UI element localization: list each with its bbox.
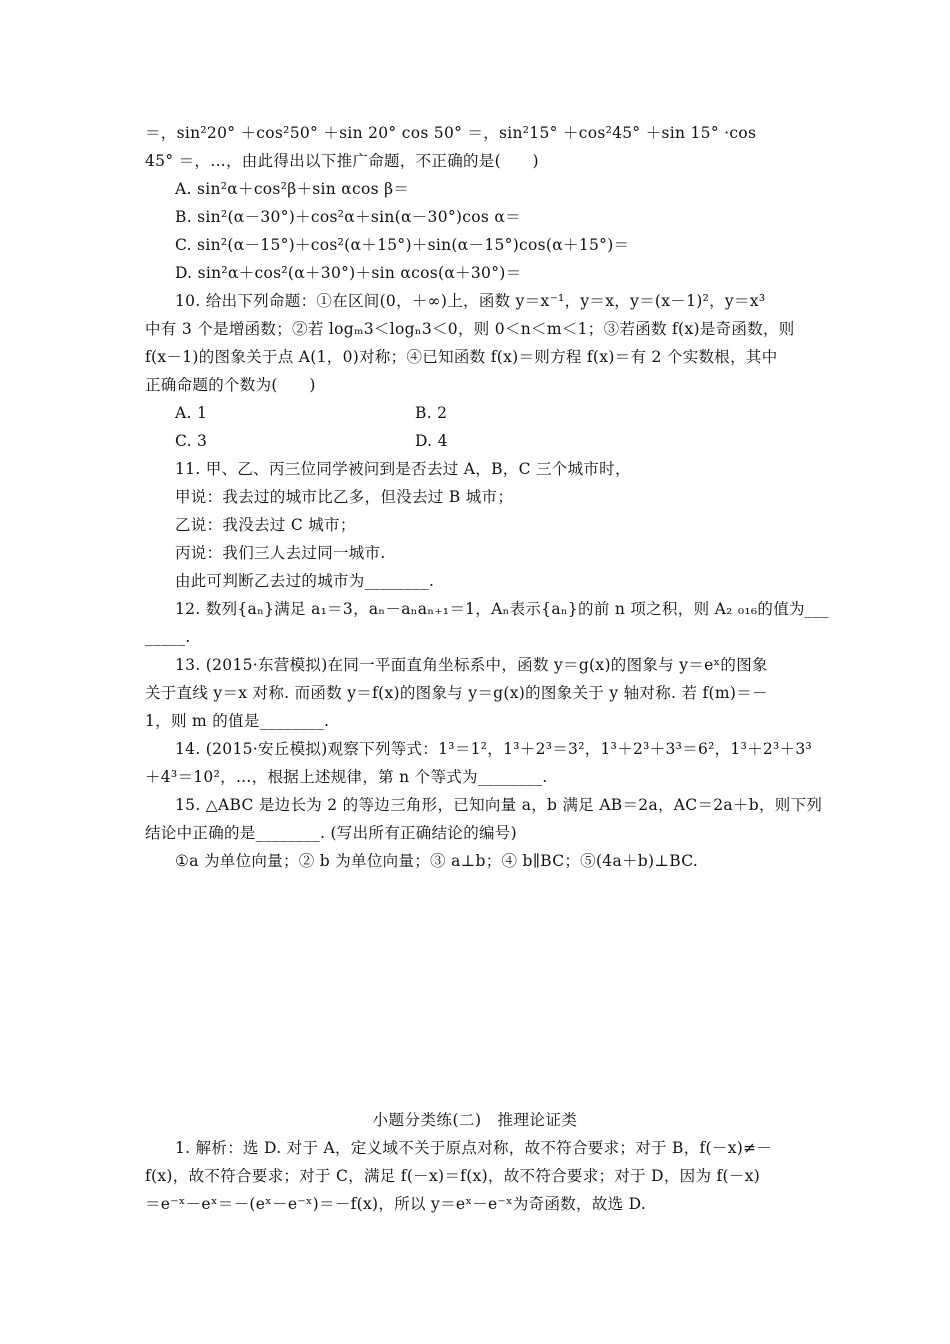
option-q9-c: C. sin²(α－15°)＋cos²(α＋15°)＋sin(α－15°)cos(α＋15°)＝	[175, 236, 630, 254]
option-q10-a: A. 1	[175, 404, 208, 422]
question-14-line-2: ＋4³＝10²，…，根据上述规律，第 n 个等式为________.	[145, 768, 548, 786]
question-11-line-1: 11. 甲、乙、丙三位同学被问到是否去过 A，B，C 三个城市时，	[175, 460, 631, 478]
option-q10-b: B. 2	[415, 404, 448, 422]
text-line-q9-cont-2: 45° ＝，…，由此得出以下推广命题，不正确的是( )	[145, 152, 539, 170]
question-10-line-2: 中有 3 个是增函数；②若 logₘ3＜logₙ3＜0，则 0＜n＜m＜1；③若函数 f(x)是奇函数，则	[145, 320, 795, 338]
option-q10-d: D. 4	[415, 432, 448, 450]
text-line-q9-cont-1: ＝，sin²20° ＋cos²50° ＋sin 20° cos 50° ＝，sin²15° ＋cos²45° ＋sin 15° ·cos	[145, 124, 757, 142]
question-12-line-1: 12. 数列{aₙ}满足 a₁＝3，aₙ－aₙaₙ₊₁＝1，Aₙ表示{aₙ}的前 n 项之积，则 A₂ ₀₁₆的值为___	[175, 600, 829, 618]
question-15-line-2: 结论中正确的是________. (写出所有正确结论的编号)	[145, 824, 517, 842]
option-q10-c: C. 3	[175, 432, 208, 450]
question-11-line-5: 由此可判断乙去过的城市为________.	[175, 572, 435, 590]
option-q9-a: A. sin²α＋cos²β＋sin αcos β＝	[175, 180, 410, 198]
question-14-line-1: 14. (2015·安丘模拟)观察下列等式：1³＝1²，1³＋2³＝3²，1³＋2³＋3³＝6²，1³＋2³＋3³	[175, 740, 813, 758]
question-15-line-1: 15. △ABC 是边长为 2 的等边三角形，已知向量 a，b 满足 AB＝2a，AC＝2a＋b，则下列	[175, 796, 823, 814]
answer-1-line-1: 1. 解析：选 D. 对于 A，定义域不关于原点对称，故不符合要求；对于 B，f(－x)≠－	[175, 1139, 773, 1157]
question-12-line-2: _____.	[145, 628, 191, 646]
question-11-line-2: 甲说：我去过的城市比乙多，但没去过 B 城市；	[175, 488, 514, 506]
question-10-line-1: 10. 给出下列命题：①在区间(0，＋∞)上，函数 y＝x⁻¹，y＝x，y＝(x－1)²，y＝x³	[175, 292, 766, 310]
question-10-line-3: f(x－1)的图象关于点 A(1，0)对称；④已知函数 f(x)＝则方程 f(x)＝有 2 个实数根，其中	[145, 348, 778, 366]
option-q9-b: B. sin²(α－30°)＋cos²α＋sin(α－30°)cos α＝	[175, 208, 521, 226]
option-row-10-ab	[175, 403, 840, 425]
question-10-line-4: 正确命题的个数为( )	[145, 376, 316, 394]
question-15-line-3: ①a 为单位向量；② b 为单位向量；③ a⊥b；④ b∥BC；⑤(4a＋b)⊥BC.	[175, 852, 699, 870]
question-13-line-1: 13. (2015·东营模拟)在同一平面直角坐标系中，函数 y＝g(x)的图象与 y＝eˣ的图象	[175, 656, 768, 674]
question-11-line-4: 丙说：我们三人去过同一城市.	[175, 544, 386, 562]
answer-1-line-2: f(x)，故不符合要求；对于 C，满足 f(－x)＝f(x)，故不符合要求；对于 D，因为 f(－x)	[145, 1167, 761, 1185]
question-13-line-3: 1，则 m 的值是________.	[145, 712, 330, 730]
question-13-line-2: 关于直线 y＝x 对称. 而函数 y＝f(x)的图象与 y＝g(x)的图象关于 y 轴对称. 若 f(m)＝－	[145, 684, 768, 702]
answer-section-title: 小题分类练(二) 推理论证类	[372, 1111, 578, 1129]
question-11-line-3: 乙说：我没去过 C 城市；	[175, 516, 356, 534]
option-row-10-cd	[175, 431, 840, 453]
option-q9-d: D. sin²α＋cos²(α＋30°)＋sin αcos(α＋30°)＝	[175, 264, 522, 282]
answer-1-line-3: ＝e⁻ˣ－eˣ＝－(eˣ－e⁻ˣ)＝－f(x)，所以 y＝eˣ－e⁻ˣ为奇函数，故选 D.	[145, 1195, 647, 1213]
